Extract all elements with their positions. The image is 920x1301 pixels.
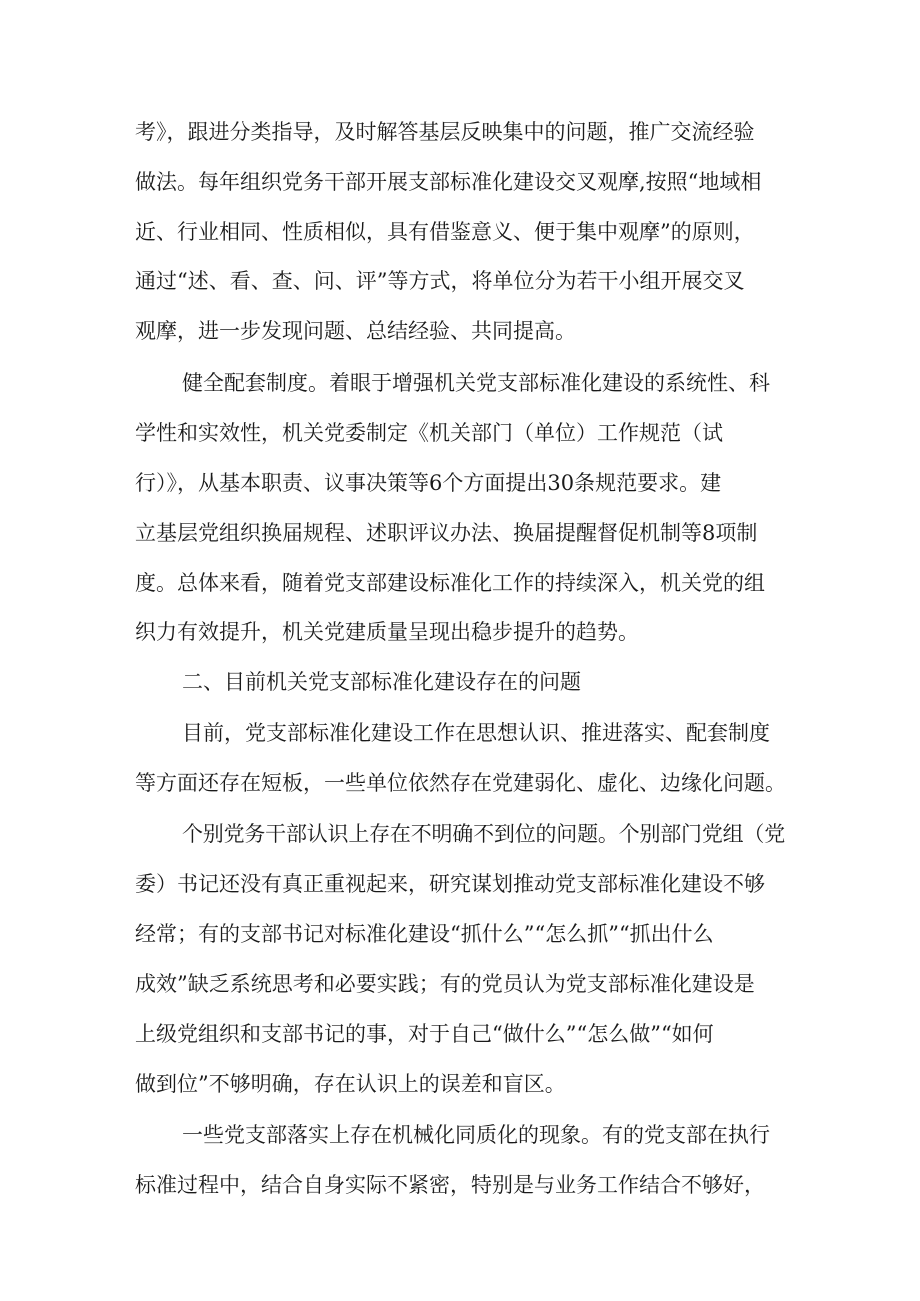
text-line: 标准过程中，结合自身实际不紧密，特别是与业务工作结合不够好， (135, 1173, 765, 1197)
paragraph-first-line: 一些党支部落实上存在机械化同质化的现象。有的党支部在执行 (182, 1123, 770, 1147)
text-line: 等方面还存在短板，一些单位依然存在党建弱化、虚化、边缘化问题。 (135, 771, 786, 795)
paragraph-first-line: 个别党务干部认识上存在不明确不到位的问题。个别部门党组（党 (182, 822, 785, 846)
text-line: 学性和实效性，机关党委制定《机关部门（单位）工作规范（试 (135, 421, 723, 445)
text-line: 成效”缺乏系统思考和必要实践；有的党员认为党支部标准化建设是 (135, 972, 755, 996)
text-line: 立基层党组织换届规程、述职评议办法、换届提醒督促机制等8项制 (135, 521, 758, 545)
text-line: 观摩，进一步发现问题、总结经验、共同提高。 (135, 319, 576, 343)
text-line: 度。总体来看，随着党支部建设标准化工作的持续深入，机关党的组 (135, 571, 765, 595)
text-line: 做法。每年组织党务干部开展支部标准化建设交叉观摩,按照“地域相 (135, 170, 762, 194)
section-heading: 二、目前机关党支部标准化建设存在的问题 (182, 670, 581, 694)
text-line: 行）》，从基本职责、议事决策等6个方面提出30条规范要求。建 (135, 471, 722, 495)
text-line: 通过“述、看、查、问、评”等方式，将单位分为若干小组开展交叉 (135, 269, 745, 293)
text-line: 近、行业相同、性质相似，具有借鉴意义、便于集中观摩”的原则， (135, 220, 755, 244)
text-line: 考》，跟进分类指导，及时解答基层反映集中的问题，推广交流经验 (135, 120, 755, 144)
text-line: 上级党组织和支部书记的事，对于自己“做什么”“怎么做”“如何 (135, 1022, 714, 1046)
paragraph-first-line: 健全配套制度。着眼于增强机关党支部标准化建设的系统性、科 (182, 371, 770, 395)
paragraph-first-line: 目前，党支部标准化建设工作在思想认识、推进落实、配套制度 (182, 721, 770, 745)
text-line: 织力有效提升，机关党建质量呈现出稳步提升的趋势。 (135, 620, 639, 644)
text-line: 做到位”不够明确，存在认识上的误差和盲区。 (135, 1072, 566, 1096)
text-line: 委）书记还没有真正重视起来，研究谋划推动党支部标准化建设不够 (135, 872, 765, 896)
text-line: 经常；有的支部书记对标准化建设“抓什么”“怎么抓”“抓出什么 (135, 922, 714, 946)
